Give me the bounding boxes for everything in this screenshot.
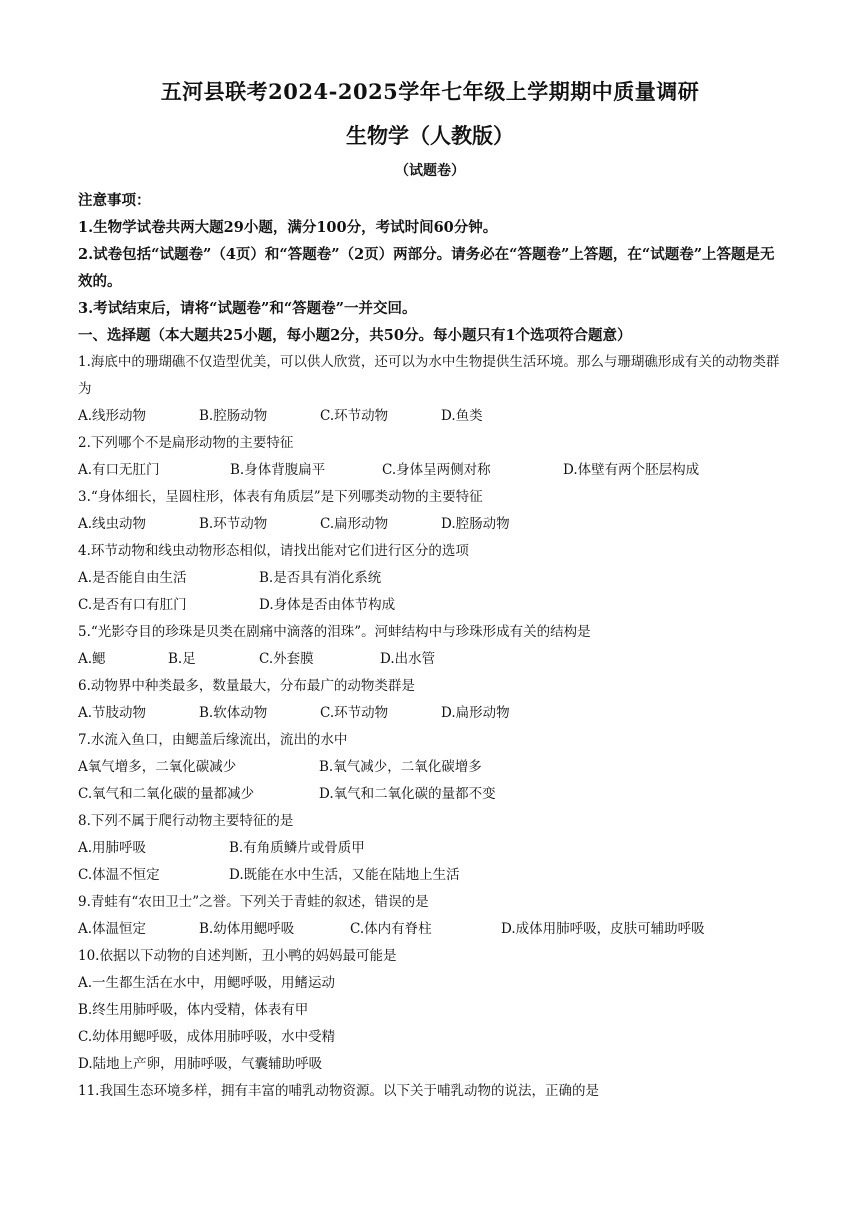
option: B.终生用肺呼吸，体内受精，体表有甲 [78,1002,309,1018]
option: C.外套膜 [259,651,314,667]
notes-heading: 注意事项： [78,192,151,209]
option: B.软体动物 [199,705,268,721]
option: A氧气增多，二氧化碳减少 [78,759,237,775]
option: D.既能在水中生活，又能在陆地上生活 [229,867,460,883]
option: D.氧气和二氧化碳的量都不变 [319,786,496,802]
option: D.成体用肺呼吸，皮肤可辅助呼吸 [501,921,705,937]
question-options [78,754,788,781]
option: B.足 [168,651,196,667]
option: A.鳃 [78,651,106,667]
option: D.腔肠动物 [441,516,510,532]
question-options [78,781,788,808]
question-stem: 6.动物界中种类最多，数量最大，分布最广的动物类群是 [78,678,415,694]
option: B.有角质鳞片或骨质甲 [229,840,365,856]
option: B.身体背腹扁平 [230,462,326,478]
question-options [78,862,788,889]
option: D.身体是否由体节构成 [259,597,396,613]
option: A.一生都生活在水中，用鳃呼吸，用鳍运动 [78,975,336,991]
option: D.体壁有两个胚层构成 [563,462,700,478]
option: C.体温不恒定 [78,867,160,883]
question-options [78,565,788,592]
option: C.幼体用鳃呼吸，成体用肺呼吸，水中受精 [78,1029,336,1045]
option: D.鱼类 [441,408,483,424]
paper-type-label: （试题卷） [395,163,465,179]
option: D.扁形动物 [441,705,510,721]
option: B.幼体用鳃呼吸 [199,921,295,937]
option: D.陆地上产卵，用肺呼吸，气囊辅助呼吸 [78,1056,323,1072]
note-item: 1.生物学试卷共两大题29小题，满分100分，考试时间60分钟。 [78,219,498,236]
option: B.氧气减少，二氧化碳增多 [319,759,482,775]
section-heading: 一、选择题（本大题共25小题，每小题2分，共50分。每小题只有1个选项符合题意） [78,327,632,344]
option: C.环节动物 [320,408,389,424]
option: A.节肢动物 [78,705,147,721]
question-stem: 8.下列不属于爬行动物主要特征的是 [78,813,294,829]
question-stem: 2.下列哪个不是扁形动物的主要特征 [78,435,294,451]
option: A.线形动物 [78,408,147,424]
option: A.是否能自由生活 [78,570,187,586]
option: D.出水管 [380,651,436,667]
option: A.体温恒定 [78,921,147,937]
note-item: 3.考试结束后，请将“试题卷”和“答题卷”一并交回。 [78,300,417,317]
option: C.身体呈两侧对称 [382,462,491,478]
question-options [78,511,788,538]
option: C.环节动物 [320,705,389,721]
question-stem: 7.水流入鱼口，由鳃盖后缘流出，流出的水中 [78,732,348,748]
option: C.体内有脊柱 [350,921,432,937]
exam-subject: 生物学（人教版） [346,123,514,148]
question-stem: 4.环节动物和线虫动物形态相似，请找出能对它们进行区分的选项 [78,543,469,559]
note-item: 2.试卷包括“试题卷”（4页）和“答题卷”（2页）两部分。请务必在“答题卷”上答题，在“试题卷”上答题是无效的。 [78,246,775,290]
question-stem: 11.我国生态环境多样，拥有丰富的哺乳动物资源。以下关于哺乳动物的说法，正确的是 [78,1083,599,1099]
option: C.氧气和二氧化碳的量都减少 [78,786,255,802]
question-options [78,835,788,862]
question-stem: 3.“身体细长，呈圆柱形，体表有角质层”是下列哪类动物的主要特征 [78,489,483,505]
option: C.是否有口有肛门 [78,597,187,613]
option: C.扁形动物 [320,516,389,532]
question-options [78,457,788,484]
question-stem: 10.依据以下动物的自述判断，丑小鸭的妈妈最可能是 [78,948,397,964]
exam-title: 五河县联考2024-2025学年七年级上学期期中质量调研 [160,79,700,104]
question-options [78,646,788,673]
question-stem: 9.青蛙有“农田卫士”之誉。下列关于青蛙的叙述，错误的是 [78,894,429,910]
option: B.是否具有消化系统 [259,570,382,586]
question-options [78,916,788,943]
question-stem: 5.“光影夺目的珍珠是贝类在剧痛中滴落的泪珠”。河蚌结构中与珍珠形成有关的结构是 [78,624,591,640]
option: A.用肺呼吸 [78,840,147,856]
question-options [78,403,788,430]
question-options [78,592,788,619]
question-options [78,700,788,727]
option: A.线虫动物 [78,516,147,532]
option: B.环节动物 [199,516,268,532]
exam-body [78,187,788,1105]
question-stem: 1.海底中的珊瑚礁不仅造型优美，可以供人欣赏，还可以为水中生物提供生活环境。那么与珊瑚礁形成有关的动物类群为 [78,354,780,397]
option: B.腔肠动物 [199,408,268,424]
option: A.有口无肛门 [78,462,160,478]
